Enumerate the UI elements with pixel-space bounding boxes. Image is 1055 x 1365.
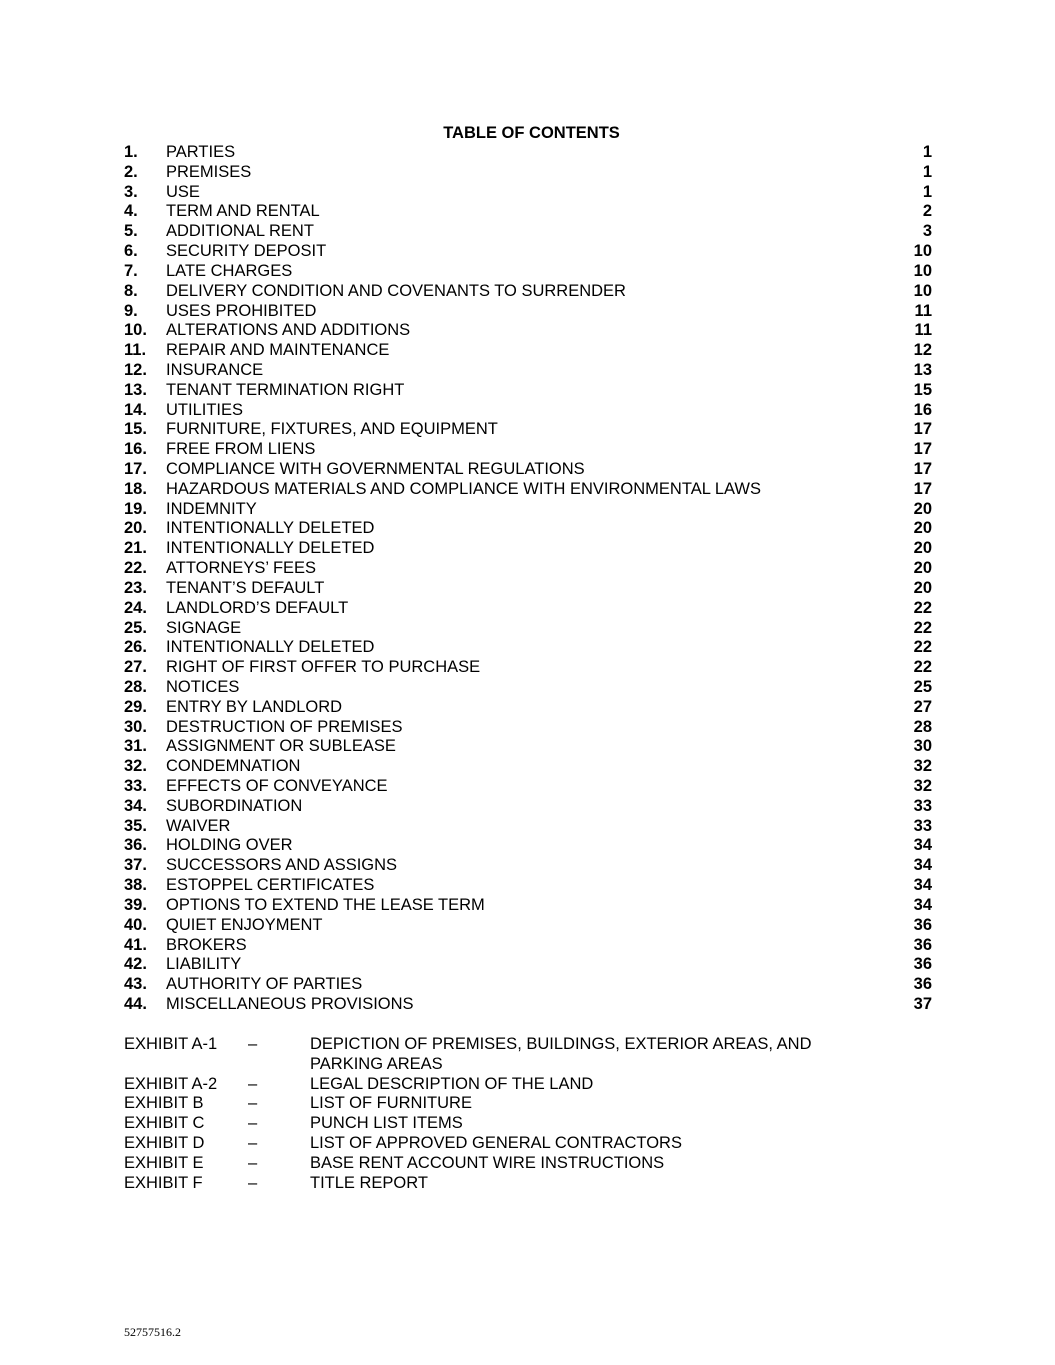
exhibit-id: EXHIBIT C — [124, 1114, 205, 1133]
toc-entry-page: 20 — [913, 539, 932, 558]
exhibit-id: EXHIBIT B — [124, 1094, 204, 1113]
toc-entry-page: 36 — [913, 975, 932, 994]
toc-entry-label: SECURITY DEPOSIT — [166, 242, 327, 261]
toc-entry[interactable] — [124, 995, 932, 1015]
toc-entry-label: INTENTIONALLY DELETED — [166, 519, 375, 538]
document-id: 52757516.2 — [124, 1325, 181, 1339]
toc-entry-label: SIGNAGE — [166, 618, 242, 637]
toc-entry[interactable] — [124, 718, 932, 738]
toc-entry-label: ATTORNEYS’ FEES — [166, 559, 317, 578]
toc-entry-page: 22 — [913, 618, 932, 637]
toc-entry-number: 22. — [124, 559, 147, 578]
toc-entry-label: HOLDING OVER — [166, 836, 293, 855]
toc-entry-label: INTENTIONALLY DELETED — [166, 638, 375, 657]
toc-entry-label: NOTICES — [166, 677, 240, 696]
toc-entry-number: 34. — [124, 796, 147, 815]
toc-entry-number: 27. — [124, 658, 147, 677]
toc-entry-label: OPTIONS TO EXTEND THE LEASE TERM — [166, 895, 485, 914]
toc-entry-number: 15. — [124, 420, 147, 439]
toc-entry[interactable] — [124, 262, 932, 282]
toc-entry-label: FURNITURE, FIXTURES, AND EQUIPMENT — [166, 420, 498, 439]
toc-entry[interactable] — [124, 341, 932, 361]
exhibit-id: EXHIBIT A-2 — [124, 1074, 218, 1093]
toc-entry[interactable] — [124, 321, 932, 341]
toc-entry-number: 39. — [124, 895, 147, 914]
toc-entry-label: INSURANCE — [166, 360, 264, 379]
toc-entry[interactable] — [124, 539, 932, 559]
toc-entry[interactable] — [124, 737, 932, 757]
toc-entry[interactable] — [124, 777, 932, 797]
toc-entry-page: 10 — [913, 242, 932, 261]
toc-entry-page: 22 — [913, 598, 932, 617]
toc-entry-page: 36 — [913, 915, 932, 934]
toc-entry-label: WAIVER — [166, 816, 231, 835]
toc-entry[interactable] — [124, 955, 932, 975]
exhibit-id: EXHIBIT D — [124, 1133, 205, 1152]
exhibit-entry — [124, 1134, 884, 1154]
exhibit-dash: – — [248, 1074, 258, 1093]
exhibit-dash: – — [248, 1133, 258, 1152]
toc-entry-label: RIGHT OF FIRST OFFER TO PURCHASE — [166, 658, 481, 677]
toc-entry[interactable] — [124, 797, 932, 817]
toc-entry-page: 33 — [913, 796, 932, 815]
toc-entry-page: 11 — [914, 321, 932, 340]
toc-entry-number: 17. — [124, 460, 147, 478]
toc-entry[interactable] — [124, 975, 932, 995]
toc-entry[interactable] — [124, 916, 932, 936]
toc-entry-page: 27 — [913, 697, 932, 716]
toc-entry[interactable] — [124, 183, 932, 203]
toc-list — [124, 143, 932, 1015]
toc-entry-page: 1 — [922, 143, 932, 161]
exhibit-dash: – — [248, 1114, 258, 1133]
toc-entry-page: 17 — [913, 460, 932, 478]
toc-entry-number: 30. — [124, 717, 147, 736]
toc-entry-number: 23. — [124, 578, 147, 597]
toc-entry-number: 5. — [124, 222, 138, 241]
toc-entry-label: ESTOPPEL CERTIFICATES — [166, 876, 375, 895]
toc-entry-label: ALTERATIONS AND ADDITIONS — [166, 321, 411, 340]
toc-entry[interactable] — [124, 579, 932, 599]
toc-entry-page: 25 — [913, 677, 932, 696]
toc-entry-page: 2 — [922, 202, 932, 221]
toc-entry[interactable] — [124, 817, 932, 837]
toc-entry[interactable] — [124, 658, 932, 678]
toc-entry-page: 32 — [913, 777, 932, 795]
toc-entry-page: 10 — [913, 261, 932, 280]
toc-entry-number: 42. — [124, 955, 147, 974]
toc-entry-label: ADDITIONAL RENT — [166, 222, 314, 241]
toc-entry-page: 37 — [913, 994, 932, 1013]
toc-entry[interactable] — [124, 440, 932, 460]
toc-entry-page: 16 — [913, 400, 932, 419]
toc-entry[interactable] — [124, 757, 932, 777]
toc-entry[interactable] — [124, 242, 932, 262]
toc-entry-number: 25. — [124, 618, 147, 637]
toc-entry-number: 29. — [124, 697, 147, 716]
toc-entry-page: 34 — [913, 876, 932, 895]
toc-entry[interactable] — [124, 836, 932, 856]
exhibit-entry — [124, 1114, 884, 1134]
toc-entry-number: 6. — [124, 242, 138, 261]
toc-entry-number: 38. — [124, 876, 147, 895]
exhibit-entry — [124, 1154, 884, 1174]
toc-entry[interactable] — [124, 936, 932, 956]
exhibit-list — [124, 1035, 884, 1193]
exhibit-entry — [124, 1035, 884, 1075]
toc-entry-number: 4. — [124, 202, 138, 221]
page-title: TABLE OF CONTENTS — [443, 124, 620, 142]
exhibit-id: EXHIBIT A-1 — [124, 1035, 218, 1053]
toc-entry-page: 28 — [913, 717, 932, 736]
toc-entry-number: 11. — [124, 341, 147, 360]
toc-entry-label: TENANT’S DEFAULT — [166, 578, 325, 597]
toc-entry[interactable] — [124, 381, 932, 401]
exhibit-entry — [124, 1174, 884, 1194]
exhibit-description: LIST OF FURNITURE — [310, 1094, 472, 1113]
toc-entry-page: 30 — [913, 737, 932, 756]
toc-entry-number: 24. — [124, 598, 147, 617]
toc-entry-label: DESTRUCTION OF PREMISES — [166, 717, 403, 736]
toc-entry-label: DELIVERY CONDITION AND COVENANTS TO SURRENDER — [166, 281, 626, 300]
toc-entry-number: 44. — [124, 994, 147, 1013]
toc-entry-number: 3. — [124, 182, 138, 201]
toc-entry-number: 20. — [124, 519, 147, 538]
toc-entry-label: QUIET ENJOYMENT — [166, 915, 323, 934]
toc-entry-page: 20 — [913, 499, 932, 518]
exhibit-id: EXHIBIT E — [124, 1153, 204, 1172]
toc-entry-page: 22 — [913, 658, 932, 677]
toc-entry-page: 10 — [913, 281, 932, 300]
toc-entry-page: 32 — [913, 757, 932, 776]
toc-entry-number: 41. — [124, 935, 147, 954]
toc-entry-number: 18. — [124, 479, 147, 498]
toc-entry-label: TERM AND RENTAL — [166, 202, 320, 221]
toc-entry[interactable] — [124, 401, 932, 421]
toc-entry-page: 1 — [922, 182, 932, 201]
toc-entry-label: HAZARDOUS MATERIALS AND COMPLIANCE WITH ENVIRONMENTAL LAWS — [166, 479, 761, 498]
toc-entry-label: INTENTIONALLY DELETED — [166, 539, 375, 558]
exhibit-entry — [124, 1094, 884, 1114]
toc-entry-page: 17 — [913, 479, 932, 498]
toc-entry-label: FREE FROM LIENS — [166, 440, 316, 459]
toc-entry-label: PREMISES — [166, 162, 252, 181]
toc-entry-label: CONDEMNATION — [166, 757, 301, 776]
toc-entry-page: 34 — [913, 836, 932, 855]
toc-entry-label: TENANT TERMINATION RIGHT — [166, 380, 405, 399]
toc-entry[interactable] — [124, 698, 932, 718]
exhibit-description: LEGAL DESCRIPTION OF THE LAND — [310, 1074, 594, 1093]
toc-entry-page: 20 — [913, 578, 932, 597]
toc-entry-label: PARTIES — [166, 143, 236, 161]
toc-entry-page: 15 — [913, 380, 932, 399]
toc-entry-page: 34 — [913, 895, 932, 914]
toc-entry-number: 10. — [124, 321, 147, 340]
toc-entry-page: 22 — [913, 638, 932, 657]
exhibit-dash: – — [248, 1153, 258, 1172]
toc-entry-label: INDEMNITY — [166, 499, 257, 518]
toc-entry-page: 20 — [913, 559, 932, 578]
toc-entry-page: 34 — [913, 856, 932, 875]
toc-entry[interactable] — [124, 480, 932, 500]
toc-entry-number: 14. — [124, 400, 147, 419]
toc-entry-page: 11 — [914, 301, 932, 320]
exhibit-dash: – — [248, 1094, 258, 1113]
toc-entry-number: 21. — [124, 539, 147, 558]
toc-entry-page: 12 — [913, 341, 932, 360]
toc-entry-label: SUBORDINATION — [166, 796, 303, 815]
toc-entry-label: REPAIR AND MAINTENANCE — [166, 341, 390, 360]
exhibit-entry — [124, 1075, 884, 1095]
toc-entry-number: 13. — [124, 380, 147, 399]
toc-entry-page: 13 — [913, 360, 932, 379]
toc-entry[interactable] — [124, 619, 932, 639]
toc-entry-label: ASSIGNMENT OR SUBLEASE — [166, 737, 396, 756]
toc-entry-label: MISCELLANEOUS PROVISIONS — [166, 994, 414, 1013]
toc-entry-number: 12. — [124, 360, 147, 379]
exhibit-description: PUNCH LIST ITEMS — [310, 1114, 463, 1133]
toc-entry-label: LIABILITY — [166, 955, 242, 974]
toc-entry-page: 17 — [913, 420, 932, 439]
exhibit-description: DEPICTION OF PREMISES, BUILDINGS, EXTERIOR AREAS, AND PARKING AREAS — [310, 1035, 812, 1073]
toc-entry-number: 37. — [124, 856, 147, 875]
toc-entry-label: EFFECTS OF CONVEYANCE — [166, 777, 388, 795]
toc-entry[interactable] — [124, 678, 932, 698]
toc-entry-number: 33. — [124, 777, 147, 795]
toc-entry-number: 32. — [124, 757, 147, 776]
toc-entry-label: USE — [166, 182, 200, 201]
toc-entry[interactable] — [124, 559, 932, 579]
toc-entry[interactable] — [124, 302, 932, 322]
exhibit-id: EXHIBIT F — [124, 1173, 203, 1192]
toc-entry[interactable] — [124, 500, 932, 520]
toc-entry[interactable] — [124, 163, 932, 183]
toc-entry[interactable] — [124, 222, 932, 242]
toc-entry-label: AUTHORITY OF PARTIES — [166, 975, 363, 994]
exhibit-description: TITLE REPORT — [310, 1173, 428, 1192]
toc-entry-label: UTILITIES — [166, 400, 244, 419]
toc-entry-number: 31. — [124, 737, 147, 756]
toc-entry-page: 36 — [913, 955, 932, 974]
toc-entry-number: 19. — [124, 499, 147, 518]
exhibit-dash: – — [248, 1173, 258, 1192]
toc-entry-number: 7. — [124, 261, 138, 280]
toc-entry-label: LANDLORD’S DEFAULT — [166, 598, 349, 617]
toc-entry[interactable] — [124, 143, 932, 163]
toc-entry-number: 2. — [124, 162, 138, 181]
toc-entry-label: COMPLIANCE WITH GOVERNMENTAL REGULATIONS — [166, 460, 585, 478]
toc-entry[interactable] — [124, 896, 932, 916]
toc-entry[interactable] — [124, 876, 932, 896]
toc-entry[interactable] — [124, 856, 932, 876]
toc-entry-page: 20 — [913, 519, 932, 538]
toc-entry-page: 33 — [913, 816, 932, 835]
toc-entry[interactable] — [124, 460, 932, 480]
toc-entry-page: 3 — [922, 222, 932, 241]
toc-entry-number: 8. — [124, 281, 138, 300]
toc-entry-number: 26. — [124, 638, 147, 657]
toc-entry-number: 16. — [124, 440, 147, 459]
toc-entry-page: 1 — [922, 162, 932, 181]
exhibit-dash: – — [248, 1035, 258, 1053]
toc-entry[interactable] — [124, 282, 932, 302]
exhibit-description: LIST OF APPROVED GENERAL CONTRACTORS — [310, 1133, 682, 1152]
toc-entry-number: 43. — [124, 975, 147, 994]
toc-entry[interactable] — [124, 202, 932, 222]
toc-entry[interactable] — [124, 638, 932, 658]
exhibit-description: BASE RENT ACCOUNT WIRE INSTRUCTIONS — [310, 1153, 665, 1172]
toc-entry-label: USES PROHIBITED — [166, 301, 317, 320]
toc-entry-label: SUCCESSORS AND ASSIGNS — [166, 856, 398, 875]
toc-entry[interactable] — [124, 519, 932, 539]
toc-entry-page: 36 — [913, 935, 932, 954]
toc-entry[interactable] — [124, 420, 932, 440]
toc-entry-number: 28. — [124, 677, 147, 696]
toc-entry-number: 9. — [124, 301, 138, 320]
toc-entry-number: 36. — [124, 836, 147, 855]
toc-entry-number: 35. — [124, 816, 147, 835]
toc-entry-label: BROKERS — [166, 935, 247, 954]
toc-entry-page: 17 — [913, 440, 932, 459]
toc-entry-label: LATE CHARGES — [166, 261, 293, 280]
toc-entry-label: ENTRY BY LANDLORD — [166, 697, 343, 716]
toc-entry-number: 1. — [124, 143, 138, 161]
toc-entry[interactable] — [124, 361, 932, 381]
toc-entry[interactable] — [124, 599, 932, 619]
toc-entry-number: 40. — [124, 915, 147, 934]
